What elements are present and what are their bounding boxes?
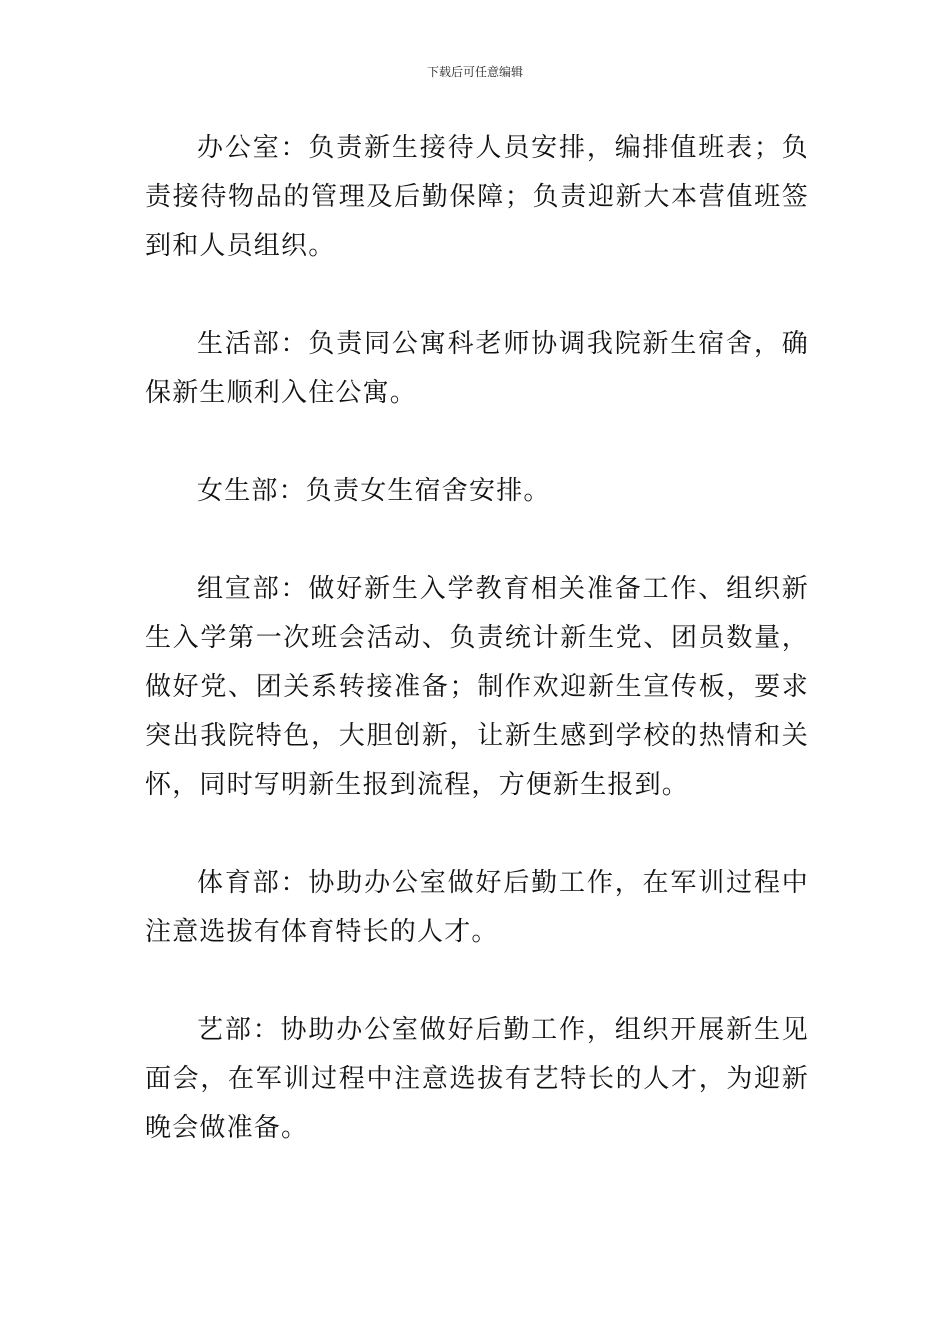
paragraph-office: 办公室：负责新生接待人员安排，编排值班表；负责接待物品的管理及后勤保障；负责迎新大本营值班签到和人员组织。: [145, 133, 809, 261]
document-body: [145, 124, 809, 1202]
paragraph-female-dept: 女生部：负责女生宿舍安排。: [197, 476, 551, 506]
paragraph-arts-dept: 艺部：协助办公室做好后勤工作，组织开展新生见面会，在军训过程中注意选拔有艺特长的人才，为迎新晚会做准备。: [145, 1015, 809, 1143]
paragraph-organization-dept: 组宣部：做好新生入学教育相关准备工作、组织新生入学第一次班会活动、负责统计新生党、团员数量，做好党、团关系转接准备；制作欢迎新生宣传板，要求突出我院特色，大胆创新，让新生感到学校的热情和关怀，同时写明新生报到流程，方便新生报到。: [145, 574, 809, 800]
page-header: 下载后可任意编辑: [426, 65, 523, 79]
paragraph-life-dept: 生活部：负责同公寓科老师协调我院新生宿舍，确保新生顺利入住公寓。: [145, 329, 809, 408]
paragraph-sports-dept: 体育部：协助办公室做好后勤工作，在军训过程中注意选拔有体育特长的人才。: [145, 868, 809, 947]
